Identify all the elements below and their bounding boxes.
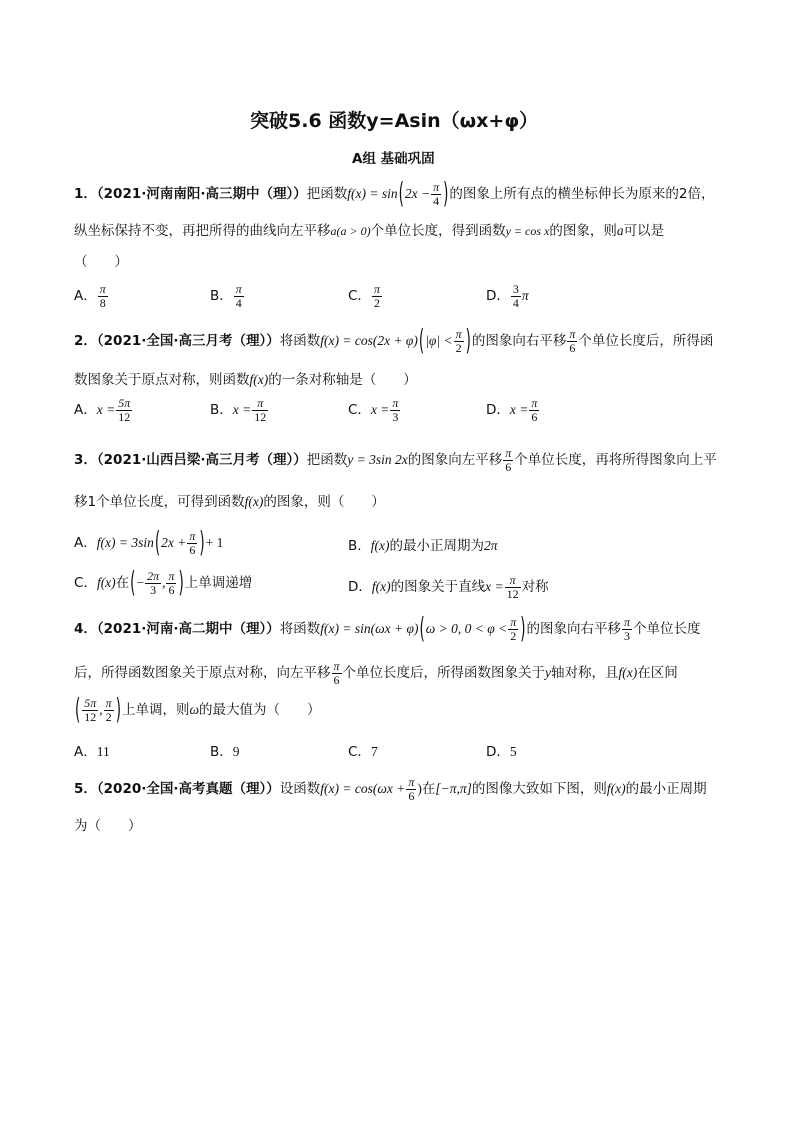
fraction: $\frac{3}{4}$: [512, 282, 519, 310]
math-expression: f(x) = cos(2x + φ): [320, 333, 418, 349]
question-text: 的图象向左平移: [407, 452, 503, 469]
question-1-line-2: [74, 219, 664, 239]
fraction: $\frac{\pi}{2}$: [455, 327, 462, 355]
option-c[interactable]: C．x = $\frac{\pi}{3}$: [348, 396, 399, 424]
fraction: $\frac{\pi}{6}$: [408, 775, 415, 803]
fraction: $\frac{\pi}{12}$: [254, 396, 267, 424]
math-expression: f(x): [618, 665, 638, 681]
fraction: $\frac{\pi}{4}$: [433, 180, 440, 208]
option-b[interactable]: B． $\frac{\pi}{4}$: [210, 282, 242, 310]
question-text: 个单位长度后，所得函数图象关于: [342, 665, 546, 682]
option-d[interactable]: D．5: [486, 744, 517, 760]
fraction: $\frac{\pi}{6}$: [531, 396, 538, 424]
question-text: 个单位长度: [633, 621, 701, 638]
option-c[interactable]: C．f(x)在(− $\frac{2\pi}{3}$ , $\frac{\pi}{6}$ )上单调递增: [74, 566, 253, 600]
fraction: $\frac{\pi}{12}$: [506, 573, 519, 601]
math-expression: |φ| <: [425, 333, 453, 349]
question-text: 设函数: [279, 781, 321, 798]
question-2-line-2: [74, 368, 417, 388]
option-c[interactable]: C．7: [348, 744, 378, 760]
option-b[interactable]: B．9: [210, 744, 240, 760]
question-number: 1．: [74, 186, 97, 203]
fraction: $\frac{\pi}{2}$: [105, 696, 112, 724]
math-expression: a(a > 0): [330, 224, 371, 238]
math-expression: f(x): [606, 781, 626, 797]
fraction: $\frac{\pi}{3}$: [392, 396, 399, 424]
question-text: 个单位长度后，所得函: [578, 333, 714, 350]
option-a[interactable]: A．x = $\frac{5\pi}{12}$: [74, 396, 131, 424]
math-expression: 2x −: [404, 186, 431, 202]
question-text: 上单调，则: [121, 702, 190, 719]
option-a[interactable]: A．11: [74, 744, 110, 760]
question-text: 个单位长度，再将所得图象向上平: [514, 452, 717, 469]
fraction: $\frac{\pi}{6}$: [333, 659, 340, 687]
question-text: 可以是: [623, 223, 665, 239]
question-source: （2021·河南·高二期中（理））: [96, 621, 280, 638]
option-a[interactable]: A． $\frac{\pi}{8}$: [74, 282, 106, 310]
fraction: $\frac{\pi}{2}$: [510, 615, 517, 643]
math-expression: ω: [189, 702, 200, 718]
question-text: 数图象关于原点对称，则函数: [74, 372, 250, 388]
answer-blank: （ ）: [74, 254, 128, 270]
question-number: 3．: [74, 452, 97, 469]
fraction: $\frac{5\pi}{12}$: [118, 396, 131, 424]
question-text: 的图象，则: [549, 223, 617, 239]
fraction: $\frac{\pi}{3}$: [624, 615, 631, 643]
fraction: $\frac{\pi}{6}$: [168, 569, 175, 597]
math-expression: [−π,π]: [435, 781, 472, 797]
math-expression: a: [616, 223, 624, 238]
question-source: （2021·山西吕梁·高三月考（理））: [96, 452, 307, 469]
question-text: 的最大值为（ ）: [199, 702, 321, 719]
fraction: $\frac{\pi}{4}$: [235, 282, 242, 310]
question-text: 后，所得函数图象关于原点对称，向左平移: [74, 665, 331, 682]
math-expression: f(x) = sin: [347, 186, 398, 202]
fraction: $\frac{\pi}{6}$: [505, 446, 512, 474]
fraction: $\frac{\pi}{6}$: [569, 327, 576, 355]
fraction: $\frac{5\pi}{12}$: [84, 696, 97, 724]
question-text: 轴对称，且: [551, 665, 619, 682]
math-expression: ω > 0, 0 < φ <: [425, 621, 508, 637]
question-text: 的最小正周期: [625, 781, 707, 798]
option-d[interactable]: D．x = $\frac{\pi}{6}$: [486, 396, 538, 424]
question-text: 的图象，则（ ）: [263, 494, 385, 510]
question-2-line-1: 2．（2021·全国·高三月考（理））将函数f(x) = cos(2x + φ)(|φ| < $\frac{\pi}{2}$ )的图象向右平移 $\frac{\pi}{6}$ 个单位长度后，所得函: [74, 324, 714, 358]
fraction: $\frac{\pi}{2}$: [373, 282, 380, 310]
question-4-line-1: 4．（2021·河南·高二期中（理））将函数f(x) = sin(ωx + φ)(ω > 0, 0 < φ < $\frac{\pi}{2}$ )的图象向右平移 $\frac{\pi}{3}$ 个单位长度: [74, 612, 701, 646]
option-c[interactable]: C． $\frac{\pi}{2}$: [348, 282, 380, 310]
question-text: 的图象向右平移: [471, 333, 567, 350]
question-3-line-2: [74, 490, 385, 510]
question-number: 2．: [74, 333, 97, 350]
math-expression: f(x): [249, 372, 269, 387]
question-number: 5．: [74, 781, 97, 798]
question-source: （2021·全国·高三月考（理））: [96, 333, 280, 350]
question-4-line-2: [74, 660, 678, 686]
question-text: 的图象向右平移: [526, 621, 621, 638]
question-text: 把函数: [306, 186, 348, 203]
option-d[interactable]: D． $\frac{3}{4}$ π: [486, 282, 529, 310]
question-source: （2020·全国·高考真题（理））: [96, 781, 280, 798]
math-expression: y: [545, 665, 552, 681]
math-expression: f(x) = cos(ωx +: [320, 781, 406, 797]
option-a[interactable]: A．f(x) = 3sin(2x + $\frac{\pi}{6}$ )+ 1: [74, 526, 224, 560]
fraction: $\frac{\pi}{8}$: [99, 282, 106, 310]
question-text: 在区间: [637, 665, 678, 682]
question-text: 将函数: [279, 333, 321, 350]
fraction: $\frac{\pi}{6}$: [189, 529, 196, 557]
fraction: $\frac{2\pi}{3}$: [147, 569, 160, 597]
math-expression: y = cos x: [505, 224, 550, 238]
page-title: 突破5.6 函数y=Asin（ωx+φ）: [250, 110, 539, 132]
question-text: 个单位长度，得到函数: [370, 223, 506, 239]
option-b[interactable]: B．x = $\frac{\pi}{12}$: [210, 396, 267, 424]
math-expression: f(x): [244, 494, 264, 509]
section-heading: A组 基础巩固: [352, 151, 435, 167]
question-text: 将函数: [279, 621, 321, 638]
question-text: 把函数: [306, 452, 348, 469]
question-text: 纵坐标保持不变，再把所得的曲线向左平移: [74, 223, 331, 239]
question-text: 的一条对称轴是（ ）: [268, 372, 417, 388]
option-b[interactable]: B．f(x)的最小正周期为2π: [348, 538, 498, 554]
question-3-line-1: [74, 447, 717, 473]
question-text: 的图像大致如下图，则: [471, 781, 607, 798]
question-source: （2021·河南南阳·高三期中（理））: [96, 186, 307, 203]
math-expression: y = 3sin 2x: [347, 452, 408, 468]
question-number: 4．: [74, 621, 97, 638]
question-text: 在: [421, 781, 436, 798]
question-4-line-3: ( $\frac{5\pi}{12}$ , $\frac{\pi}{2}$ )上单调，则ω的最大值为（ ）: [75, 693, 321, 727]
math-expression: f(x) = sin(ωx + φ): [320, 621, 419, 637]
question-text: 的图象上所有点的横坐标伸长为原来的2倍，: [449, 186, 715, 203]
question-text: 移1个单位长度，可得到函数: [74, 494, 245, 510]
question-5-line-2: 为（ ）: [74, 818, 142, 834]
question-1-line-1: 1．（2021·河南南阳·高三期中（理））把函数f(x) = sin(2x − $\frac{\pi}{4}$ )的图象上所有点的横坐标伸长为原来的2倍，: [74, 177, 715, 211]
question-5-line-1: 5．（2020·全国·高考真题（理））设函数f(x) = cos(ωx + $\frac{\pi}{6}$ )在[−π,π]的图像大致如下图，则f(x)的最小正周期: [74, 775, 707, 803]
option-d[interactable]: D．f(x)的图象关于直线x = $\frac{\pi}{12}$ 对称: [348, 573, 549, 601]
